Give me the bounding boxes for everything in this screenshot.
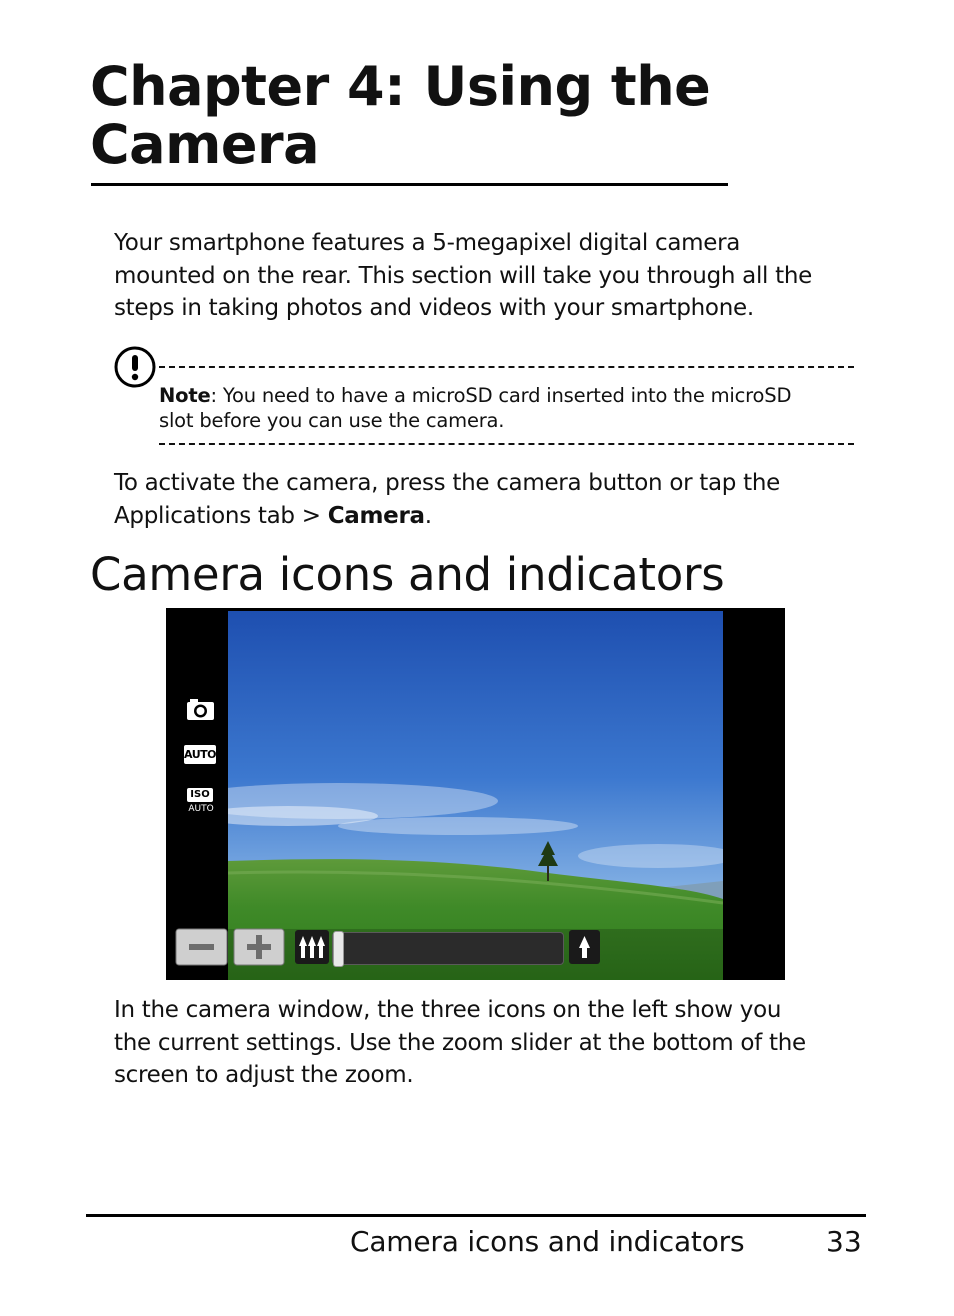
camera-screenshot [166,608,785,980]
intro-line: steps in taking photos and videos with your smartphone. [114,295,754,321]
zoom-out-icon[interactable] [175,928,228,966]
wide-trees-icon [295,930,329,964]
zoom-in-icon[interactable] [233,928,285,966]
page-number: 33 [826,1225,862,1258]
footer-section-title: Camera icons and indicators [350,1225,745,1258]
note-divider-top [159,366,854,368]
camera-mode-icon [184,696,218,724]
description-line: the current settings. Use the zoom slider at the bottom of the [114,1029,806,1056]
footer-rule [86,1214,866,1217]
activate-paragraph [114,467,874,532]
auto-label: AUTO [184,745,216,764]
description-line: In the camera window, the three icons on the left show you [114,997,782,1023]
activate-line: To activate the camera, press the camera button or tap the [114,470,780,496]
description-paragraph [114,994,874,1092]
chapter-title-line2: Camera [90,113,320,176]
note-divider-bottom [159,443,854,445]
exclamation-icon [113,344,159,390]
iso-value: AUTO [188,804,214,814]
iso-label: ISO [187,788,213,802]
intro-line: mounted on the rear. This section will take you through all the [114,262,812,289]
title-rule [91,183,728,186]
intro-line: Your smartphone features a 5-megapixel digital camera [114,230,741,256]
description-line: screen to adjust the zoom. [114,1062,414,1088]
auto-scene-icon [184,745,218,767]
note-line: slot before you can use the camera. [159,409,505,432]
viewfinder-image [228,611,723,980]
note-label: Note [159,384,211,407]
activate-line: Applications tab > [114,502,328,529]
iso-auto-icon [184,788,218,820]
zoom-slider-handle[interactable] [333,931,344,967]
chapter-title [90,55,790,176]
activate-suffix: . [424,502,432,529]
zoom-slider[interactable] [332,932,564,965]
section-title: Camera icons and indicators [90,548,725,601]
tele-tree-icon [569,930,600,964]
intro-paragraph [114,227,874,325]
note-line: : You need to have a microSD card inserted into the microSD [210,384,792,407]
chapter-title-line1: Chapter 4: Using the [90,55,711,118]
camera-term: Camera [327,502,425,529]
note-text [159,383,859,433]
